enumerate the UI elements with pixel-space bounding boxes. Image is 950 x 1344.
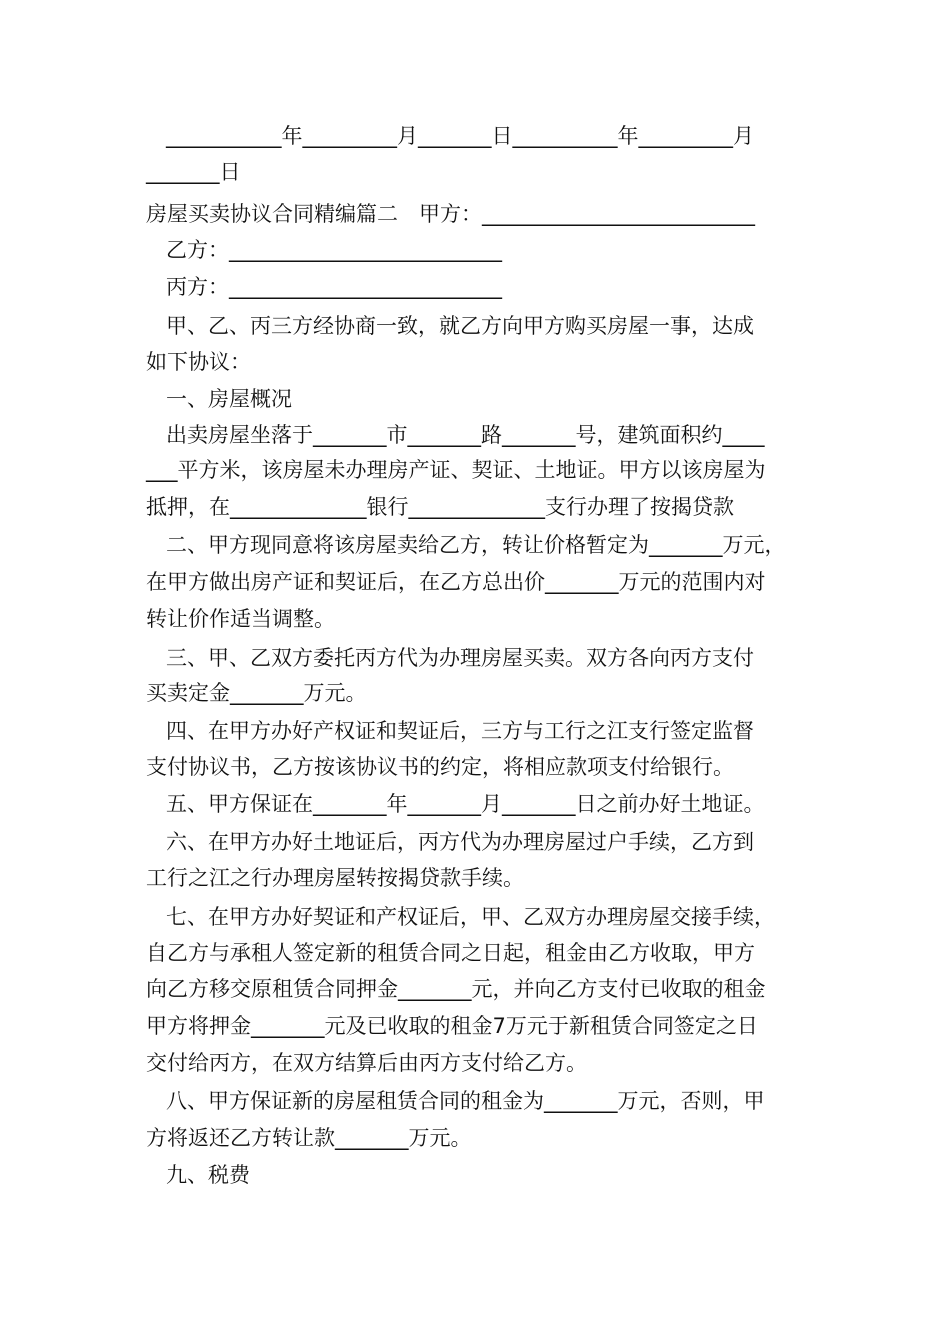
- doc-line-7: 如下协议：: [146, 350, 251, 374]
- doc-line-5: 丙方：__________________________: [166, 275, 502, 299]
- doc-line-1: ___________年_________月_______日__________年_________月: [166, 124, 754, 148]
- doc-line-17: 四、在甲方办好产权证和契证后，三方与工行之江支行签定监督: [166, 719, 754, 743]
- doc-line-19: 五、甲方保证在_______年_______月_______日之前办好土地证。: [166, 792, 765, 816]
- doc-line-3: 房屋买卖协议合同精编篇二 甲方：__________________________: [146, 202, 755, 226]
- doc-line-13: 在甲方做出房产证和契证后，在乙方总出价_______万元的范围内对: [146, 570, 766, 594]
- doc-line-15: 三、甲、乙双方委托丙方代为办理房屋买卖。双方各向丙方支付: [166, 646, 754, 670]
- doc-line-11: 抵押，在_____________银行_____________支行办理了按揭贷款: [146, 495, 734, 519]
- doc-line-10: ___平方米，该房屋未办理房产证、契证、土地证。甲方以该房屋为: [146, 458, 766, 482]
- doc-line-27: 八、甲方保证新的房屋租赁合同的租金为_______万元，否则，甲: [166, 1089, 765, 1113]
- doc-line-9: 出卖房屋坐落于_______市_______路_______号，建筑面积约____: [166, 423, 765, 447]
- doc-line-2: _______日: [146, 160, 241, 184]
- doc-line-23: 自乙方与承租人签定新的租赁合同之日起，租金由乙方收取，甲方: [146, 941, 755, 965]
- doc-line-12: 二、甲方现同意将该房屋卖给乙方，转让价格暂定为_______万元，: [166, 533, 786, 557]
- doc-line-18: 支付协议书，乙方按该协议书的约定，将相应款项支付给银行。: [146, 755, 734, 779]
- doc-line-25: 甲方将押金_______元及已收取的租金7万元于新租赁合同签定之日: [146, 1014, 758, 1038]
- doc-line-28: 方将返还乙方转让款_______万元。: [146, 1126, 472, 1150]
- doc-line-20: 六、在甲方办好土地证后，丙方代为办理房屋过户手续，乙方到: [166, 830, 754, 854]
- doc-line-29: 九、税费: [166, 1163, 250, 1187]
- doc-line-21: 工行之江之行办理房屋转按揭贷款手续。: [146, 866, 524, 890]
- doc-line-14: 转让价作适当调整。: [146, 607, 335, 631]
- doc-line-8: 一、房屋概况: [166, 387, 292, 411]
- doc-line-26: 交付给丙方，在双方结算后由丙方支付给乙方。: [146, 1051, 587, 1075]
- doc-line-6: 甲、乙、丙三方经协商一致，就乙方向甲方购买房屋一事，达成: [166, 314, 754, 338]
- doc-line-24: 向乙方移交原租赁合同押金_______元，并向乙方支付已收取的租金: [146, 977, 766, 1001]
- doc-line-22: 七、在甲方办好契证和产权证后，甲、乙双方办理房屋交接手续，: [166, 905, 775, 929]
- doc-line-4: 乙方：__________________________: [166, 238, 502, 262]
- doc-line-16: 买卖定金_______万元。: [146, 681, 367, 705]
